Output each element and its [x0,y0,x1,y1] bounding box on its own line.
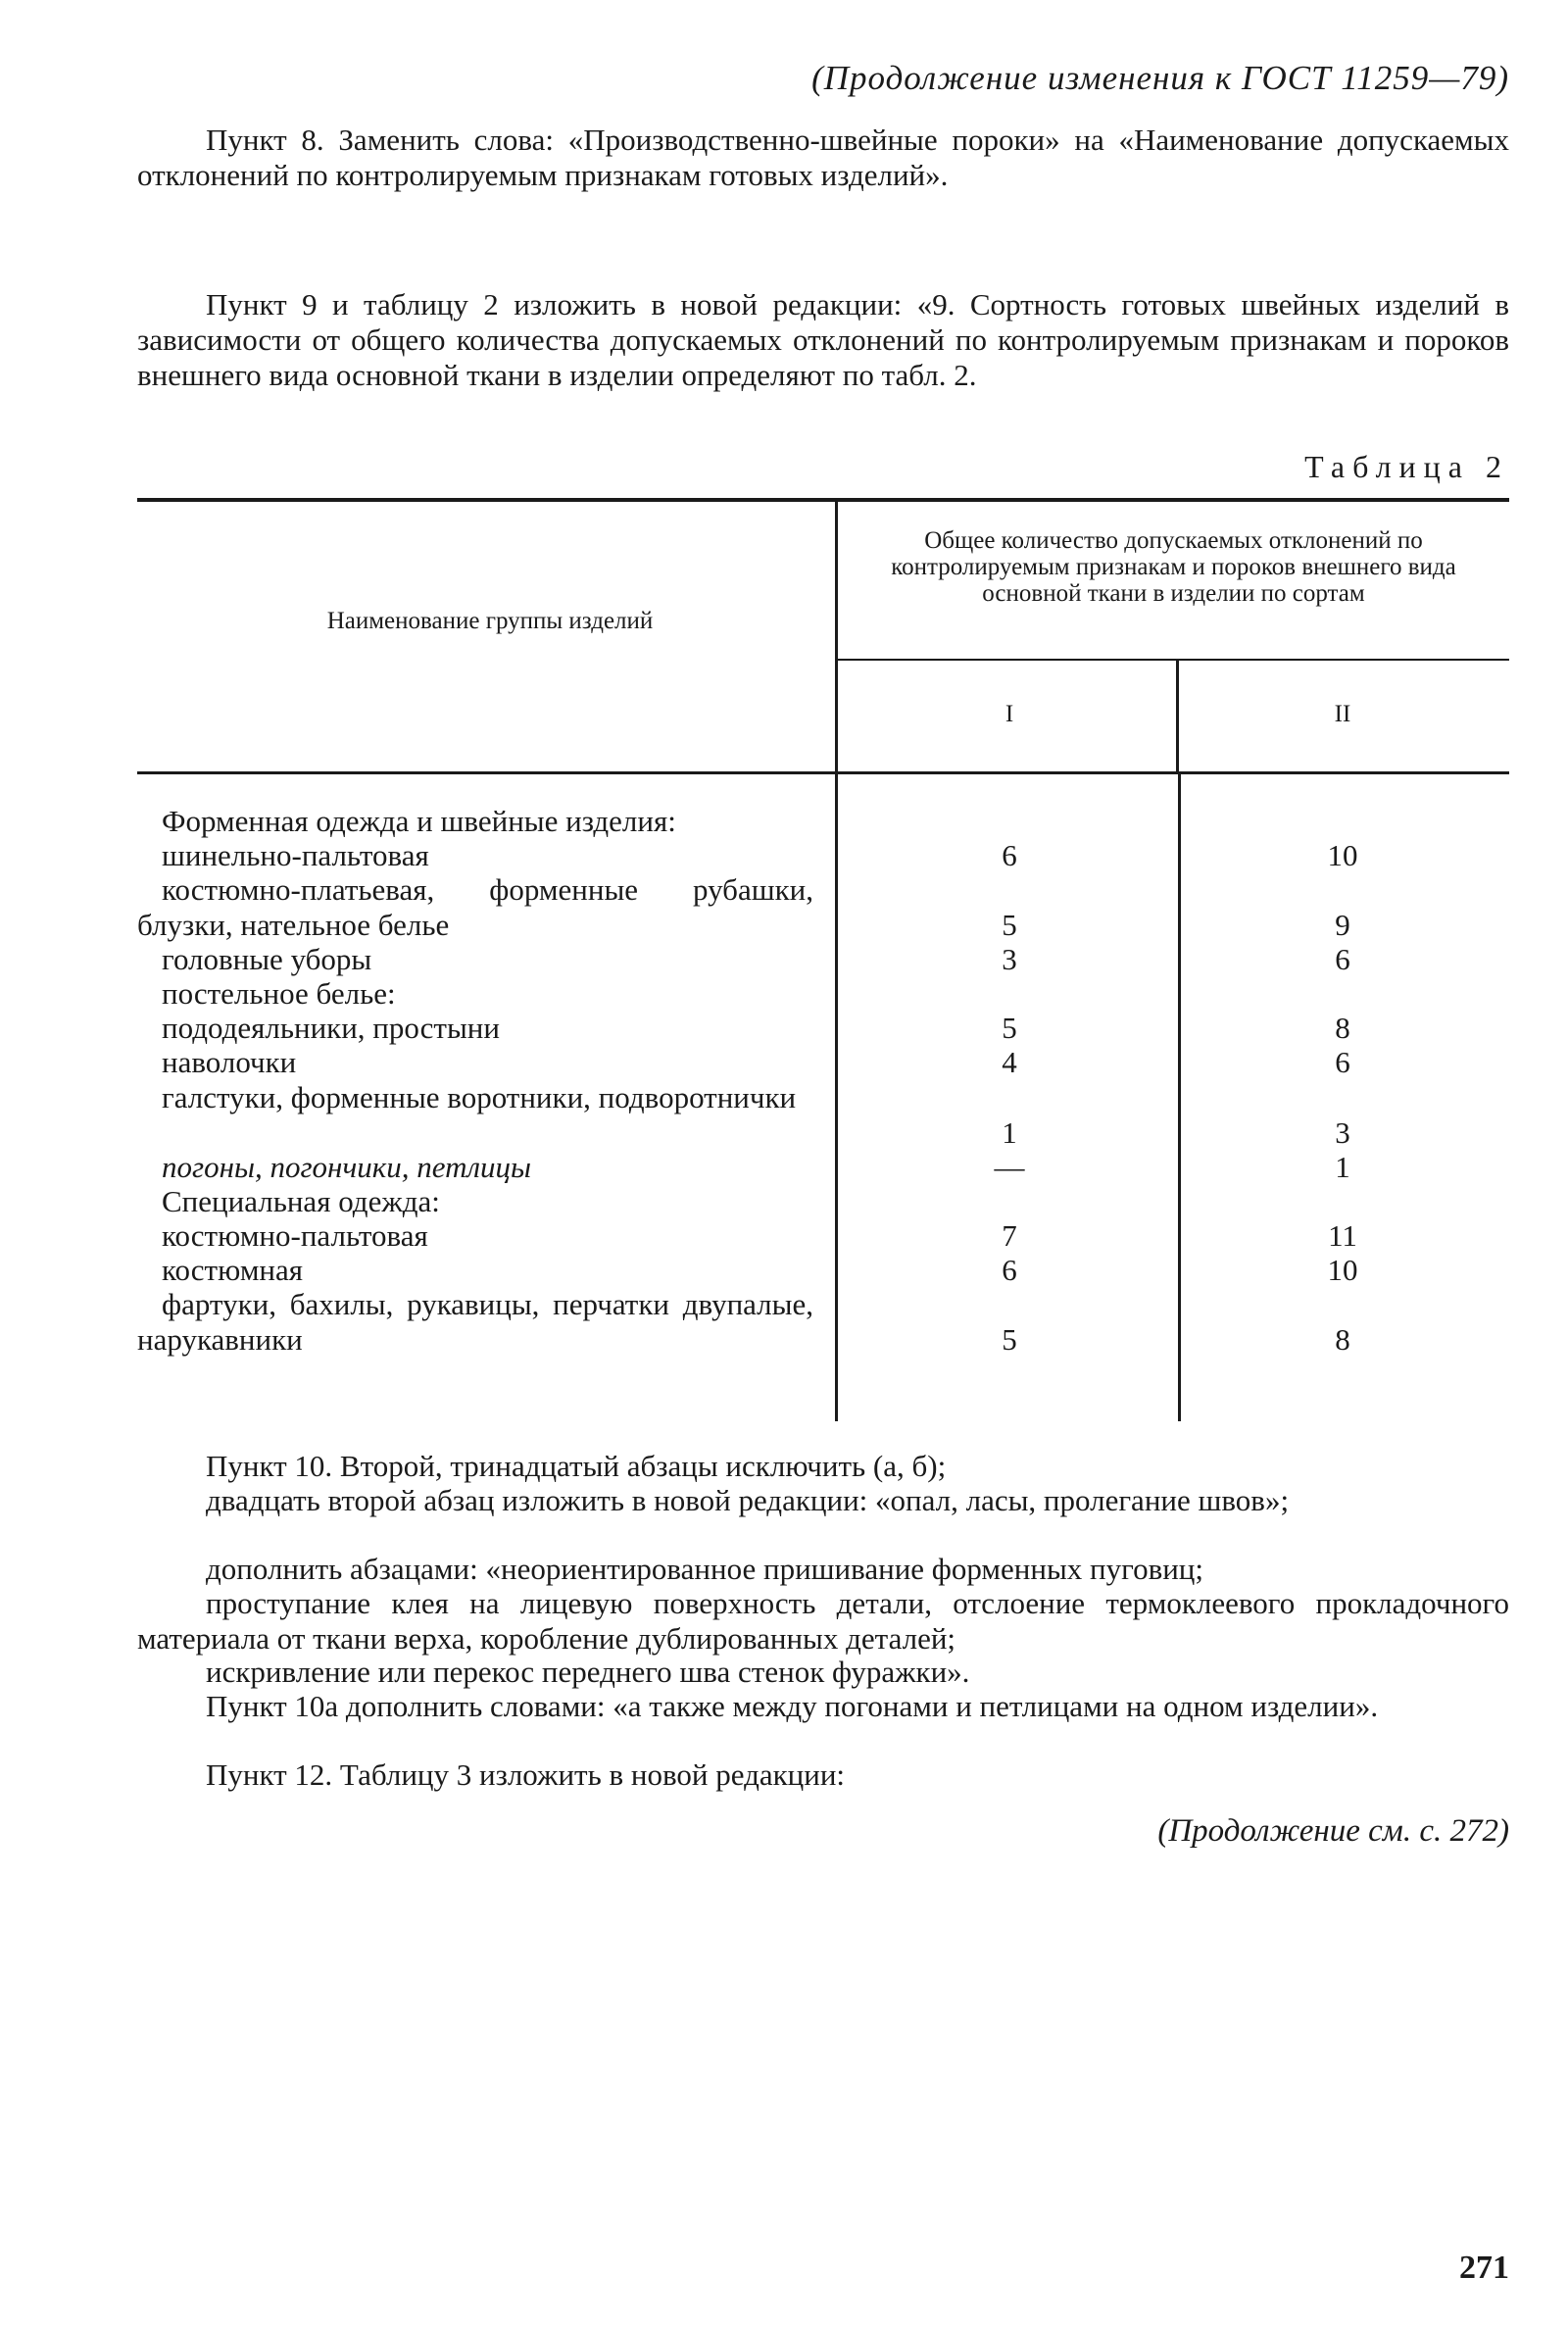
table-cell: 7 [1002,1218,1017,1253]
table-cell: 6 [1002,838,1017,872]
paragraph-item-10-e: искривление или перекос переднего шва стенок фуражки». [206,1655,970,1689]
table-cell: 1 [1335,1150,1350,1184]
table-cell: — [994,1150,1025,1184]
table-row: шинельно-пальтовая [162,838,429,872]
table-row: костюмно-платьевая, форменные рубашки, блузки, нательное белье [137,872,813,942]
continuation-footer: (Продолжение см. с. 272) [1157,1813,1509,1849]
table-cell: 6 [1335,942,1350,976]
table-cell: 4 [1002,1045,1017,1079]
table-row: Специальная одежда: [162,1184,440,1218]
table-row: погоны, погончики, петлицы [162,1150,531,1184]
table-cell: 9 [1335,908,1350,942]
table-cell: 5 [1002,1011,1017,1045]
table-vertical-rule-left [835,502,838,1421]
table-row: галстуки, форменные воротники, подворотнички [162,1080,797,1114]
table-top-rule [137,498,1509,502]
table-head-total: Общее количество допускаемых отклонений по контролируемым признакам и пороков внешнего вида основной ткани в изделии по сортам [891,527,1456,607]
table-cell: 11 [1328,1218,1357,1253]
table-row: головные уборы [162,942,372,976]
table-vertical-rule-body [1178,774,1181,1421]
paragraph-item-10: Пункт 10. Второй, тринадцатый абзацы исключить (а, б); [206,1449,947,1483]
table-cell: 5 [1002,1322,1017,1357]
table-row: костюмная [162,1253,304,1287]
table-head-group: Наименование группы изделий [326,608,654,634]
table-cell: 1 [1002,1115,1017,1150]
table-cell: 3 [1002,942,1017,976]
table-row: пододеяльники, простыни [162,1011,500,1045]
table-cell: 5 [1002,908,1017,942]
paragraph-item-10-b: двадцать второй абзац изложить в новой редакции: «опал, ласы, пролегание швов»; [206,1483,1290,1517]
table-subhead-rule [838,659,1509,661]
table-col-1-header: I [1004,701,1014,727]
page-number: 271 [1459,2250,1509,2286]
paragraph-item-10a: Пункт 10а дополнить словами: «а также между погонами и петлицами на одном изделии». [206,1689,1379,1723]
paragraph-item-12: Пункт 12. Таблицу 3 изложить в новой редакции: [206,1757,846,1792]
table-col-2-header: II [1334,701,1351,727]
table-label: Таблица 2 [1304,449,1509,484]
paragraph-item-10-c: дополнить абзацами: «неориентированное пришивание форменных пуговиц; [206,1552,1204,1586]
paragraph-item-8: Пункт 8. Заменить слова: «Производственно-швейные пороки» на «Наименование допускаемых отклонений по контролируемым признакам готовых изделий». [137,123,1509,192]
table-cell: 8 [1335,1011,1350,1045]
table-cell: 6 [1335,1045,1350,1079]
table-cell: 8 [1335,1322,1350,1357]
table-row: постельное белье: [162,976,396,1011]
table-row: фартуки, бахилы, рукавицы, перчатки двупалые, нарукавники [137,1287,813,1357]
table-row: костюмно-пальтовая [162,1218,428,1253]
table-cell: 10 [1327,838,1358,872]
table-cell: 6 [1002,1253,1017,1287]
continuation-header: (Продолжение изменения к ГОСТ 11259—79) [811,59,1509,97]
paragraph-item-10-d: проступание клея на лицевую поверхность детали, отслоение термоклеевого прокладочного материала от ткани верха, коробление дублированных деталей; [137,1586,1509,1656]
table-cell: 3 [1335,1115,1350,1150]
table-cell: 10 [1327,1253,1358,1287]
table-row: Форменная одежда и швейные изделия: [162,804,676,838]
paragraph-item-9: Пункт 9 и таблицу 2 изложить в новой редакции: «9. Сортность готовых швейных изделий в зависимости от общего количества допускаемых отклонений по контролируемым признакам и пороков внешнего вида основной ткани в изделии определяют по табл. 2. [137,287,1509,392]
table-vertical-rule-mid [1176,661,1179,774]
table-head-rule [137,771,1509,774]
table-row: наволочки [162,1045,297,1079]
